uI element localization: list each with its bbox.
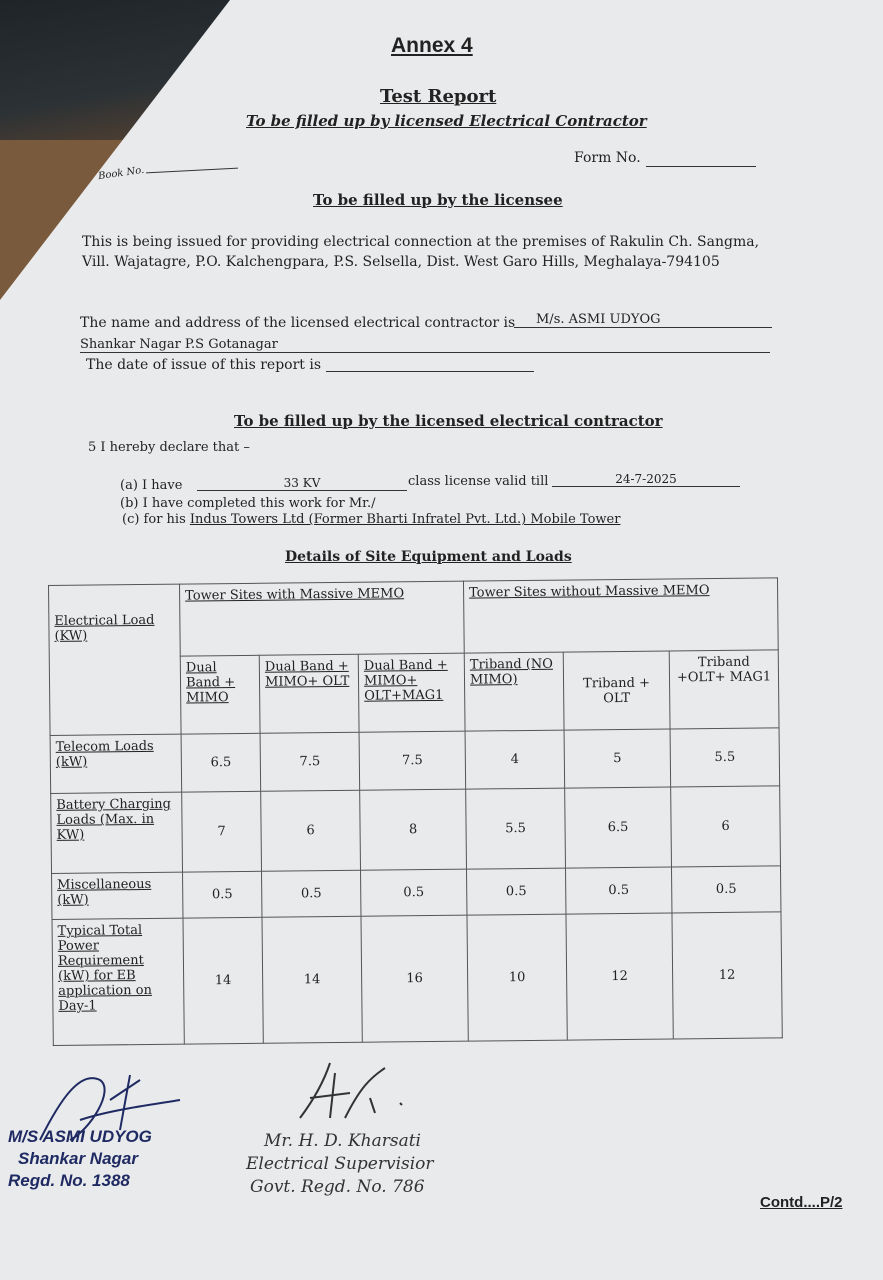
stamp-line: Regd. No. 1388 xyxy=(8,1171,130,1190)
row-label: Typical Total Power Requirement (kW) for EB application on Day-1 xyxy=(57,923,152,1014)
item-a-label: (a) I have xyxy=(120,478,183,493)
supervisor-signature xyxy=(290,1058,420,1128)
item-c-value: Indus Towers Ltd (Former Bharti Infratel Pvt. Ltd.) Mobile Tower xyxy=(189,512,621,527)
table-cell: 16 xyxy=(361,915,468,1042)
table-title: Details of Site Equipment and Loads xyxy=(285,549,572,565)
column-label: Dual Band + MIMO+ OLT xyxy=(264,658,350,690)
column-header xyxy=(259,654,359,733)
table-cell: 0.5 xyxy=(466,868,565,915)
supervisor-stamp xyxy=(246,1130,434,1199)
table-cell: 10 xyxy=(467,914,567,1041)
column-header xyxy=(669,650,779,729)
group2-label: Tower Sites without Massive MEMO xyxy=(469,583,710,601)
column-header xyxy=(358,653,465,732)
corner-header xyxy=(49,584,182,735)
table-cell: 8 xyxy=(360,789,467,870)
continued-note: Contd....P/2 xyxy=(760,1194,843,1211)
table-cell: 6.5 xyxy=(565,787,672,868)
item-c xyxy=(122,512,620,527)
table-cell: 6 xyxy=(671,786,781,867)
group2-header xyxy=(463,578,778,653)
license-class-value: 33 KV xyxy=(197,476,407,491)
table-cell: 0.5 xyxy=(262,870,361,917)
row-header xyxy=(52,872,183,919)
table-cell: 0.5 xyxy=(565,867,671,914)
declare-text: 5 I hereby declare that – xyxy=(88,440,250,455)
table-cell: 7 xyxy=(182,791,262,872)
table-cell: 5.5 xyxy=(466,788,566,869)
contractor-name: M/s. ASMI UDYOG xyxy=(514,312,772,328)
contractor-label: The name and address of the licensed electrical contractor is xyxy=(80,315,516,331)
table-cell: 0.5 xyxy=(671,866,780,913)
loads-table xyxy=(48,577,783,1046)
column-label: Triband + OLT xyxy=(583,675,651,706)
row-label: Telecom Loads (kW) xyxy=(55,738,154,770)
column-header xyxy=(180,655,260,734)
row-label: Miscellaneous (kW) xyxy=(57,876,152,908)
item-b-text: (b) I have completed this work for Mr./ xyxy=(120,496,376,511)
table-cell: 12 xyxy=(672,912,782,1039)
contractor-heading: To be filled up by the licensed electrical contractor xyxy=(234,412,663,430)
book-no-label: Book No. xyxy=(97,164,145,183)
form-no-label: Form No. xyxy=(574,150,641,166)
row-header xyxy=(51,792,183,873)
stamp-line: Govt. Regd. No. 786 xyxy=(250,1177,425,1197)
table-cell: 7.5 xyxy=(359,731,466,790)
stamp-line: Mr. H. D. Kharsati xyxy=(264,1131,421,1151)
table-cell: 4 xyxy=(465,730,565,789)
contractor-stamp xyxy=(8,1126,152,1192)
table-cell: 6.5 xyxy=(181,733,261,792)
column-label: Dual Band + MIMO xyxy=(185,660,236,706)
column-header xyxy=(464,652,564,731)
row-label: Battery Charging Loads (Max. in KW) xyxy=(56,796,171,843)
stamp-line: Electrical Supervisior xyxy=(246,1154,434,1174)
form-no-field xyxy=(646,166,756,167)
annex-heading: Annex 4 xyxy=(391,34,473,57)
table-cell: 7.5 xyxy=(260,732,360,791)
group1-label: Tower Sites with Massive MEMO xyxy=(185,586,405,604)
table-cell: 14 xyxy=(262,916,362,1043)
premises-paragraph: This is being issued for providing electrical connection at the premises of Rakulin Ch. Sangma, Vill. Wajatagre, P.O. Kalchengpara, P.S. Selsella, Dist. West Garo Hills, Meghalaya-794105 xyxy=(82,234,760,270)
date-field xyxy=(326,371,534,372)
column-label: Triband (NO MIMO) xyxy=(469,656,553,688)
table-cell: 6 xyxy=(261,790,361,871)
column-label: Dual Band + MIMO+ OLT+MAG1 xyxy=(363,657,448,704)
report-subtitle: To be filled up by licensed Electrical Contractor xyxy=(246,112,647,130)
row-header xyxy=(50,734,182,793)
stamp-line: M/S ASMI UDYOG xyxy=(8,1127,152,1146)
table-cell: 5 xyxy=(564,729,671,788)
corner-label: Electrical Load (KW) xyxy=(54,612,155,644)
item-a-mid: class license valid till xyxy=(408,474,549,489)
date-label: The date of issue of this report is xyxy=(86,357,322,373)
table-cell: 14 xyxy=(183,917,263,1044)
stamp-line: Shankar Nagar xyxy=(18,1149,138,1168)
table-cell: 0.5 xyxy=(361,869,467,916)
table-cell: 5.5 xyxy=(670,728,780,787)
contractor-address: Shankar Nagar P.S Gotanagar xyxy=(80,337,770,353)
license-valid-date: 24-7-2025 xyxy=(552,472,740,487)
table-cell: 0.5 xyxy=(183,871,262,918)
report-title: Test Report xyxy=(380,86,497,107)
row-header xyxy=(52,918,184,1045)
column-header xyxy=(563,651,670,730)
group1-header xyxy=(179,581,464,656)
table-cell: 12 xyxy=(566,913,673,1040)
column-label: Triband +OLT+ MAG1 xyxy=(676,654,772,686)
licensee-heading: To be filled up by the licensee xyxy=(313,191,563,209)
item-c-label: (c) for his xyxy=(122,512,186,527)
